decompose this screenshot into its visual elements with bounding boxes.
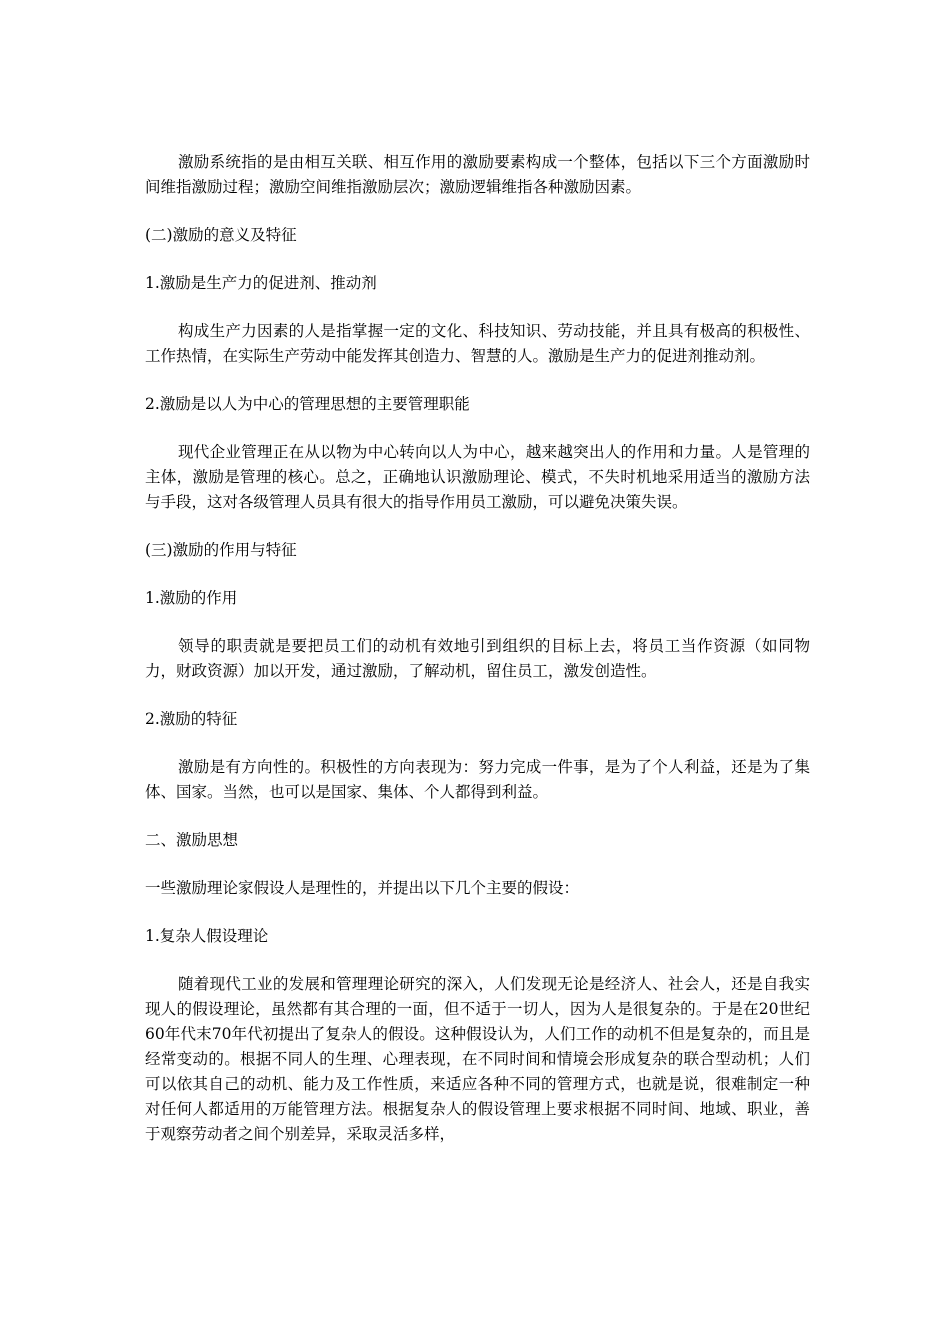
subheading-productivity: 1.激励是生产力的促进剂、推动剂	[145, 274, 377, 292]
subheading-features: 2.激励的特征	[145, 710, 238, 728]
section-heading-significance: (二)激励的意义及特征	[145, 226, 297, 244]
paragraph-role: 领导的职责就是要把员工们的动机有效地引到组织的目标上去，将员工当作资源（如同物力，财政资源）加以开发，通过激励，了解动机，留住员工，激发创造性。	[145, 637, 810, 680]
document-page	[145, 150, 810, 1170]
section-heading-thought: 二、激励思想	[145, 831, 239, 849]
paragraph-assumptions-intro: 一些激励理论家假设人是理性的，并提出以下几个主要的假设：	[145, 879, 580, 897]
subheading-people-centered: 2.激励是以人为中心的管理思想的主要管理职能	[145, 395, 470, 413]
paragraph-features: 激励是有方向性的。积极性的方向表现为：努力完成一件事，是为了个人利益，还是为了集体、国家。当然，也可以是国家、集体、个人都得到利益。	[145, 758, 810, 801]
subheading-role: 1.激励的作用	[145, 589, 238, 607]
section-heading-role: (三)激励的作用与特征	[145, 541, 297, 559]
paragraph-productivity: 构成生产力因素的人是指掌握一定的文化、科技知识、劳动技能，并且具有极高的积极性、工作热情，在实际生产劳动中能发挥其创造力、智慧的人。激励是生产力的促进剂推动剂。	[145, 322, 810, 365]
paragraph-people-centered: 现代企业管理正在从以物为中心转向以人为中心，越来越突出人的作用和力量。人是管理的主体，激励是管理的核心。总之，正确地认识激励理论、模式，不失时机地采用适当的激励方法与手段，这对各级管理人员具有很大的指导作用员工激励，可以避免决策失误。	[145, 443, 810, 511]
paragraph-complex-man: 随着现代工业的发展和管理理论研究的深入，人们发现无论是经济人、社会人，还是自我实现人的假设理论，虽然都有其合理的一面，但不适于一切人，因为人是很复杂的。于是在20世纪60年代末70年代初提出了复杂人的假设。这种假设认为，人们工作的动机不但是复杂的，而且是经常变动的。根据不同人的生理、心理表现，在不同时间和情境会形成复杂的联合型动机；人们可以依其自己的动机、能力及工作性质，来适应各种不同的管理方式，也就是说，很难制定一种对任何人都适用的万能管理方法。根据复杂人的假设管理上要求根据不同时间、地域、职业，善于观察劳动者之间个别差异，采取灵活多样，	[145, 975, 810, 1143]
subheading-complex-man: 1.复杂人假设理论	[145, 927, 269, 945]
paragraph-incentive-system: 激励系统指的是由相互关联、相互作用的激励要素构成一个整体，包括以下三个方面激励时间维指激励过程；激励空间维指激励层次；激励逻辑维指各种激励因素。	[145, 153, 810, 196]
